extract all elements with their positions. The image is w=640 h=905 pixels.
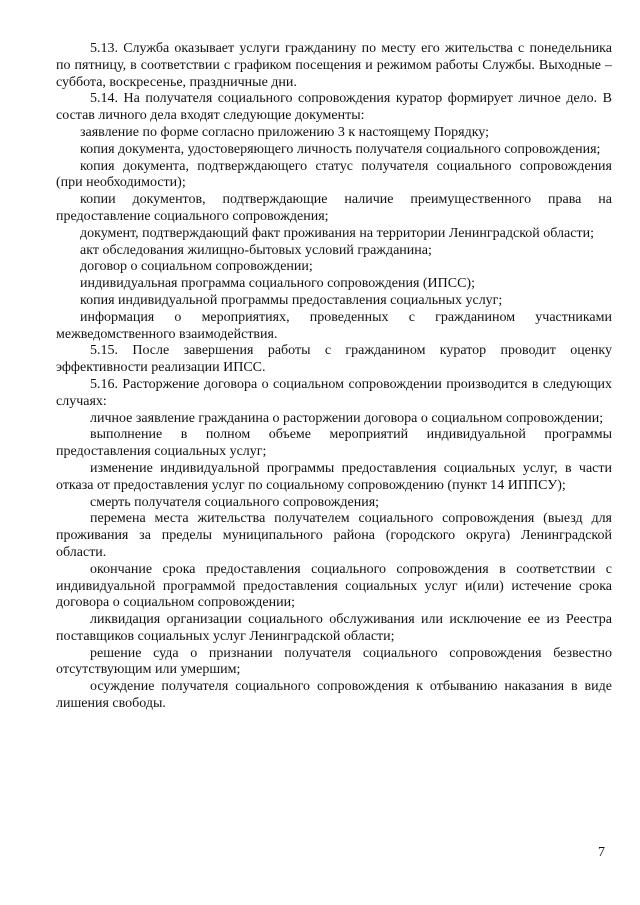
termination-case-item: решение суда о признании получателя социального сопровождения безвестно отсутствующим или умершим; bbox=[56, 645, 612, 678]
paragraph-5-14: 5.14. На получателя социального сопровождения куратор формирует личное дело. В состав личного дела входят следующие документы: bbox=[56, 91, 612, 124]
document-body bbox=[56, 41, 612, 713]
termination-case-item: изменение индивидуальной программы предоставления социальных услуг, в части отказа от предоставления услуг по социальному сопровождению (пункт 14 ИППСУ); bbox=[56, 460, 612, 493]
termination-case-item: осуждение получателя социального сопровождения к отбыванию наказания в виде лишения свободы. bbox=[56, 679, 612, 712]
document-list-item: копия индивидуальной программы предоставления социальных услуг; bbox=[80, 292, 503, 308]
document-list-item: копия документа, удостоверяющего личность получателя социального сопровождения; bbox=[80, 141, 601, 157]
termination-case-item: окончание срока предоставления социального сопровождения в соответствии с индивидуальной программой предоставления социальных услуг и(или) истечение срока договора о социальном сопровождении; bbox=[56, 561, 612, 611]
document-list-item: информация о мероприятиях, проведенных с гражданином участниками межведомственного взаимодействия. bbox=[56, 309, 612, 342]
paragraph-5-13: 5.13. Служба оказывает услуги гражданину по месту его жительства с понедельника по пятницу, в соответствии с графиком посещения и режимом работы Службы. Выходные – суббота, воскресенье, праздничные дни. bbox=[56, 41, 612, 90]
document-list-item: копия документа, подтверждающего статус получателя социального сопровождения (при необходимости); bbox=[56, 158, 612, 191]
termination-case-item: выполнение в полном объеме мероприятий индивидуальной программы предоставления социальных услуг; bbox=[56, 427, 612, 460]
termination-case-item: личное заявление гражданина о расторжении договора о социальном сопровождении; bbox=[90, 410, 604, 426]
paragraph-5-15: 5.15. После завершения работы с гражданином куратор проводит оценку эффективности реализации ИПСС. bbox=[56, 343, 612, 376]
document-list-item: заявление по форме согласно приложению 3 к настоящему Порядку; bbox=[80, 124, 490, 140]
termination-case-item: ликвидация организации социального обслуживания или исключение ее из Реестра поставщиков социальных услуг Ленинградской области; bbox=[56, 612, 612, 644]
termination-case-item: перемена места жительства получателем социального сопровождения (выезд для проживания за пределы муниципального района (городского округа) Ленинградской области. bbox=[56, 511, 612, 560]
document-list-item: копии документов, подтверждающие наличие преимущественного права на предоставление социального сопровождения; bbox=[56, 192, 612, 224]
termination-case-item: смерть получателя социального сопровождения; bbox=[90, 494, 380, 510]
document-list-item: документ, подтверждающий факт проживания на территории Ленинградской области; bbox=[80, 225, 594, 241]
document-list-item: договор о социальном сопровождении; bbox=[80, 259, 313, 275]
page-number: 7 bbox=[598, 845, 605, 860]
document-list-item: акт обследования жилищно-бытовых условий гражданина; bbox=[80, 242, 432, 258]
document-list-item: индивидуальная программа социального сопровождения (ИПСС); bbox=[80, 276, 475, 292]
paragraph-5-16: 5.16. Расторжение договора о социальном сопровождении производится в следующих случаях: bbox=[56, 376, 612, 409]
